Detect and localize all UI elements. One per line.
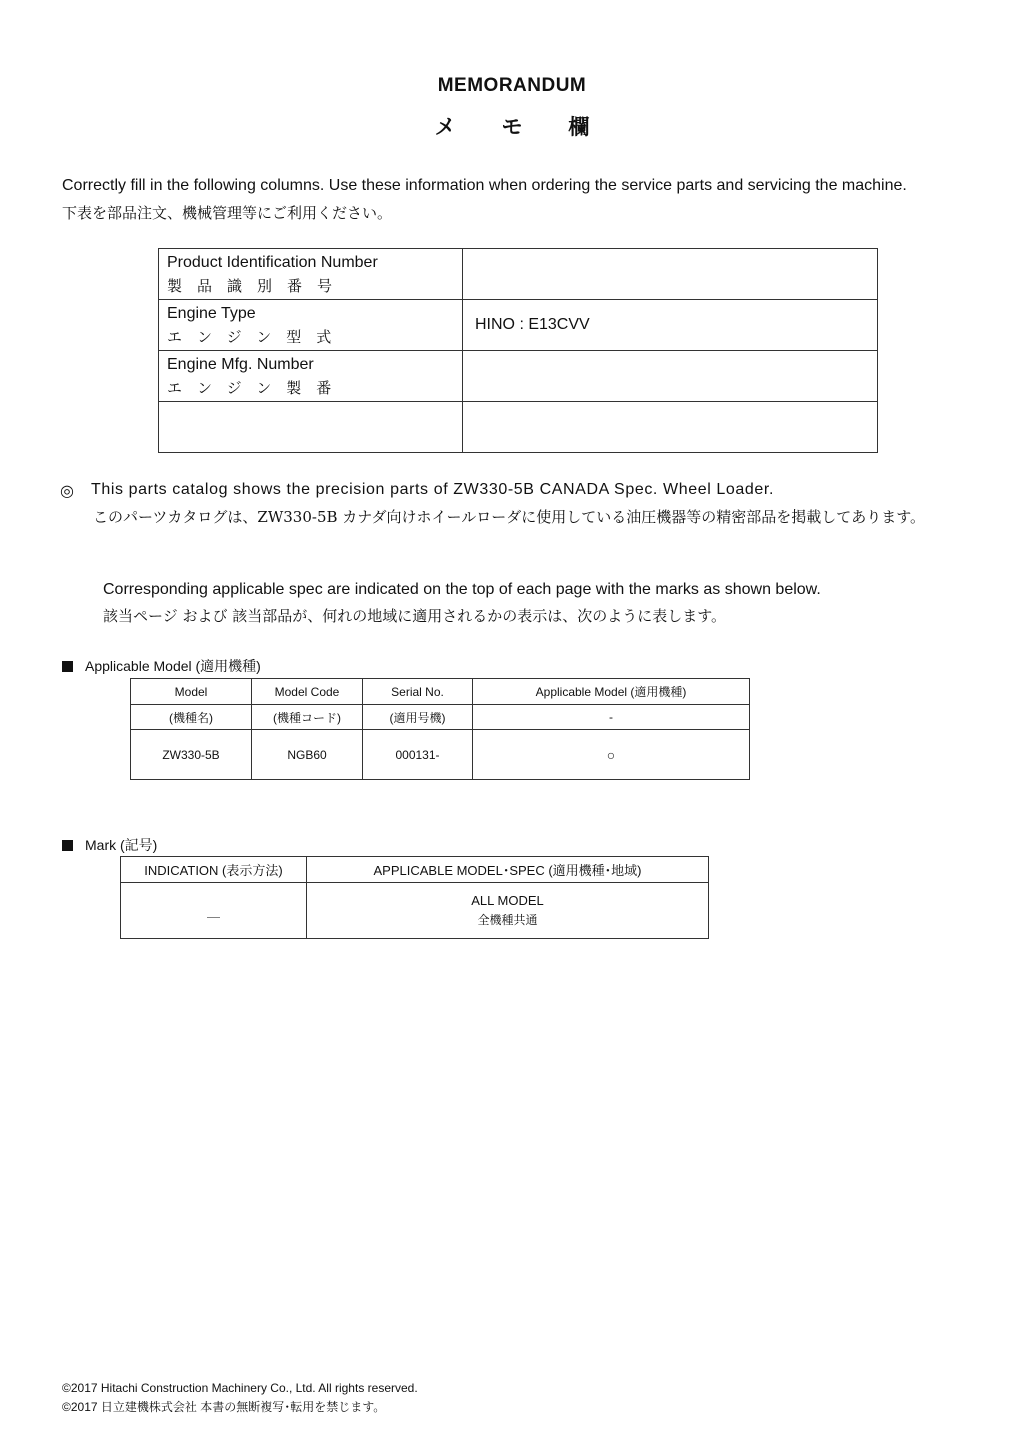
label-ja: エンジン型式 [167, 328, 347, 346]
header-applicable-model: Applicable Model (適用機種) [473, 679, 750, 705]
note-text-en: This parts catalog shows the precision parts of ZW330-5B CANADA Spec. Wheel Loader. [91, 481, 774, 498]
label-ja: 製品識別番号 [167, 277, 348, 295]
section-heading-text: Mark (記号) [85, 837, 158, 853]
table-header-row [131, 679, 750, 705]
applicable-model-table [130, 678, 750, 780]
spec-en: ALL MODEL [471, 893, 544, 908]
square-bullet-icon [62, 661, 73, 672]
header-model-code-ja: (機種コード) [252, 705, 363, 730]
table-row [159, 351, 878, 402]
header-applicable-spec: APPLICABLE MODEL･SPEC (適用機種･地域) [307, 857, 709, 883]
header-model-code: Model Code [252, 679, 363, 705]
copyright-ja: ©2017 日立建機株式会社 本書の無断複写･転用を禁じます。 [62, 1400, 386, 1414]
label-en: Product Identification Number [167, 254, 378, 271]
table-header-row [131, 705, 750, 730]
table-row [159, 249, 878, 300]
table-header-row [121, 857, 709, 883]
copyright-en: ©2017 Hitachi Construction Machinery Co., Ltd. All rights reserved. [62, 1381, 418, 1395]
table-row [159, 300, 878, 351]
spec-ja: 全機種共通 [477, 913, 538, 927]
mark-table [120, 856, 709, 939]
value-cell[interactable] [463, 402, 878, 453]
cell-indication-mark: ＿ [121, 883, 307, 939]
label-en: Engine Mfg. Number [167, 356, 314, 373]
header-applicable-sub: - [473, 705, 750, 730]
engine-type-value[interactable]: HINO : E13CVV [463, 300, 878, 351]
corresponding-text-ja: 該当ページ および 該当部品が、何れの地域に適用されるかの表示は、次のように表します。 [103, 607, 727, 625]
intro-text-en: Correctly fill in the following columns. Use these information when ordering the service parts and servicing the machine. [62, 177, 907, 194]
label-cell [159, 402, 463, 453]
label-cell [159, 249, 463, 300]
header-serial-ja: (適用号機) [363, 705, 473, 730]
table-row [121, 883, 709, 939]
double-circle-icon: ◎ [60, 483, 74, 500]
cell-applicable-spec [307, 883, 709, 939]
identification-table [158, 248, 878, 453]
section-heading-text: Applicable Model (適用機種) [85, 658, 261, 674]
page-title: MEMORANDUM [437, 75, 587, 96]
intro-text-ja: 下表を部品注文、機械管理等にご利用ください。 [62, 204, 393, 222]
square-bullet-icon [62, 840, 73, 851]
cell-serial: 000131- [363, 730, 473, 780]
cell-applicable-mark: ○ [473, 730, 750, 780]
page-subtitle: メ モ 欄 [434, 116, 590, 139]
cell-model-code: NGB60 [252, 730, 363, 780]
value-cell[interactable] [463, 249, 878, 300]
note-text-ja: このパーツカタログは、ZW330-5B カナダ向けホイールローダに使用している油圧機器等の精密部品を掲載してあります。 [93, 508, 926, 526]
cell-model: ZW330-5B [131, 730, 252, 780]
corresponding-text-en: Corresponding applicable spec are indicated on the top of each page with the marks as shown below. [103, 581, 821, 598]
value-cell[interactable] [463, 351, 878, 402]
header-model: Model [131, 679, 252, 705]
table-row [159, 402, 878, 453]
header-serial: Serial No. [363, 679, 473, 705]
applicable-model-heading [62, 656, 261, 676]
mark-heading [62, 835, 157, 855]
header-model-ja: (機種名) [131, 705, 252, 730]
label-cell [159, 351, 463, 402]
label-en: Engine Type [167, 305, 256, 322]
label-cell [159, 300, 463, 351]
header-indication: INDICATION (表示方法) [121, 857, 307, 883]
label-ja: エンジン製番 [167, 379, 347, 397]
table-row [131, 730, 750, 780]
